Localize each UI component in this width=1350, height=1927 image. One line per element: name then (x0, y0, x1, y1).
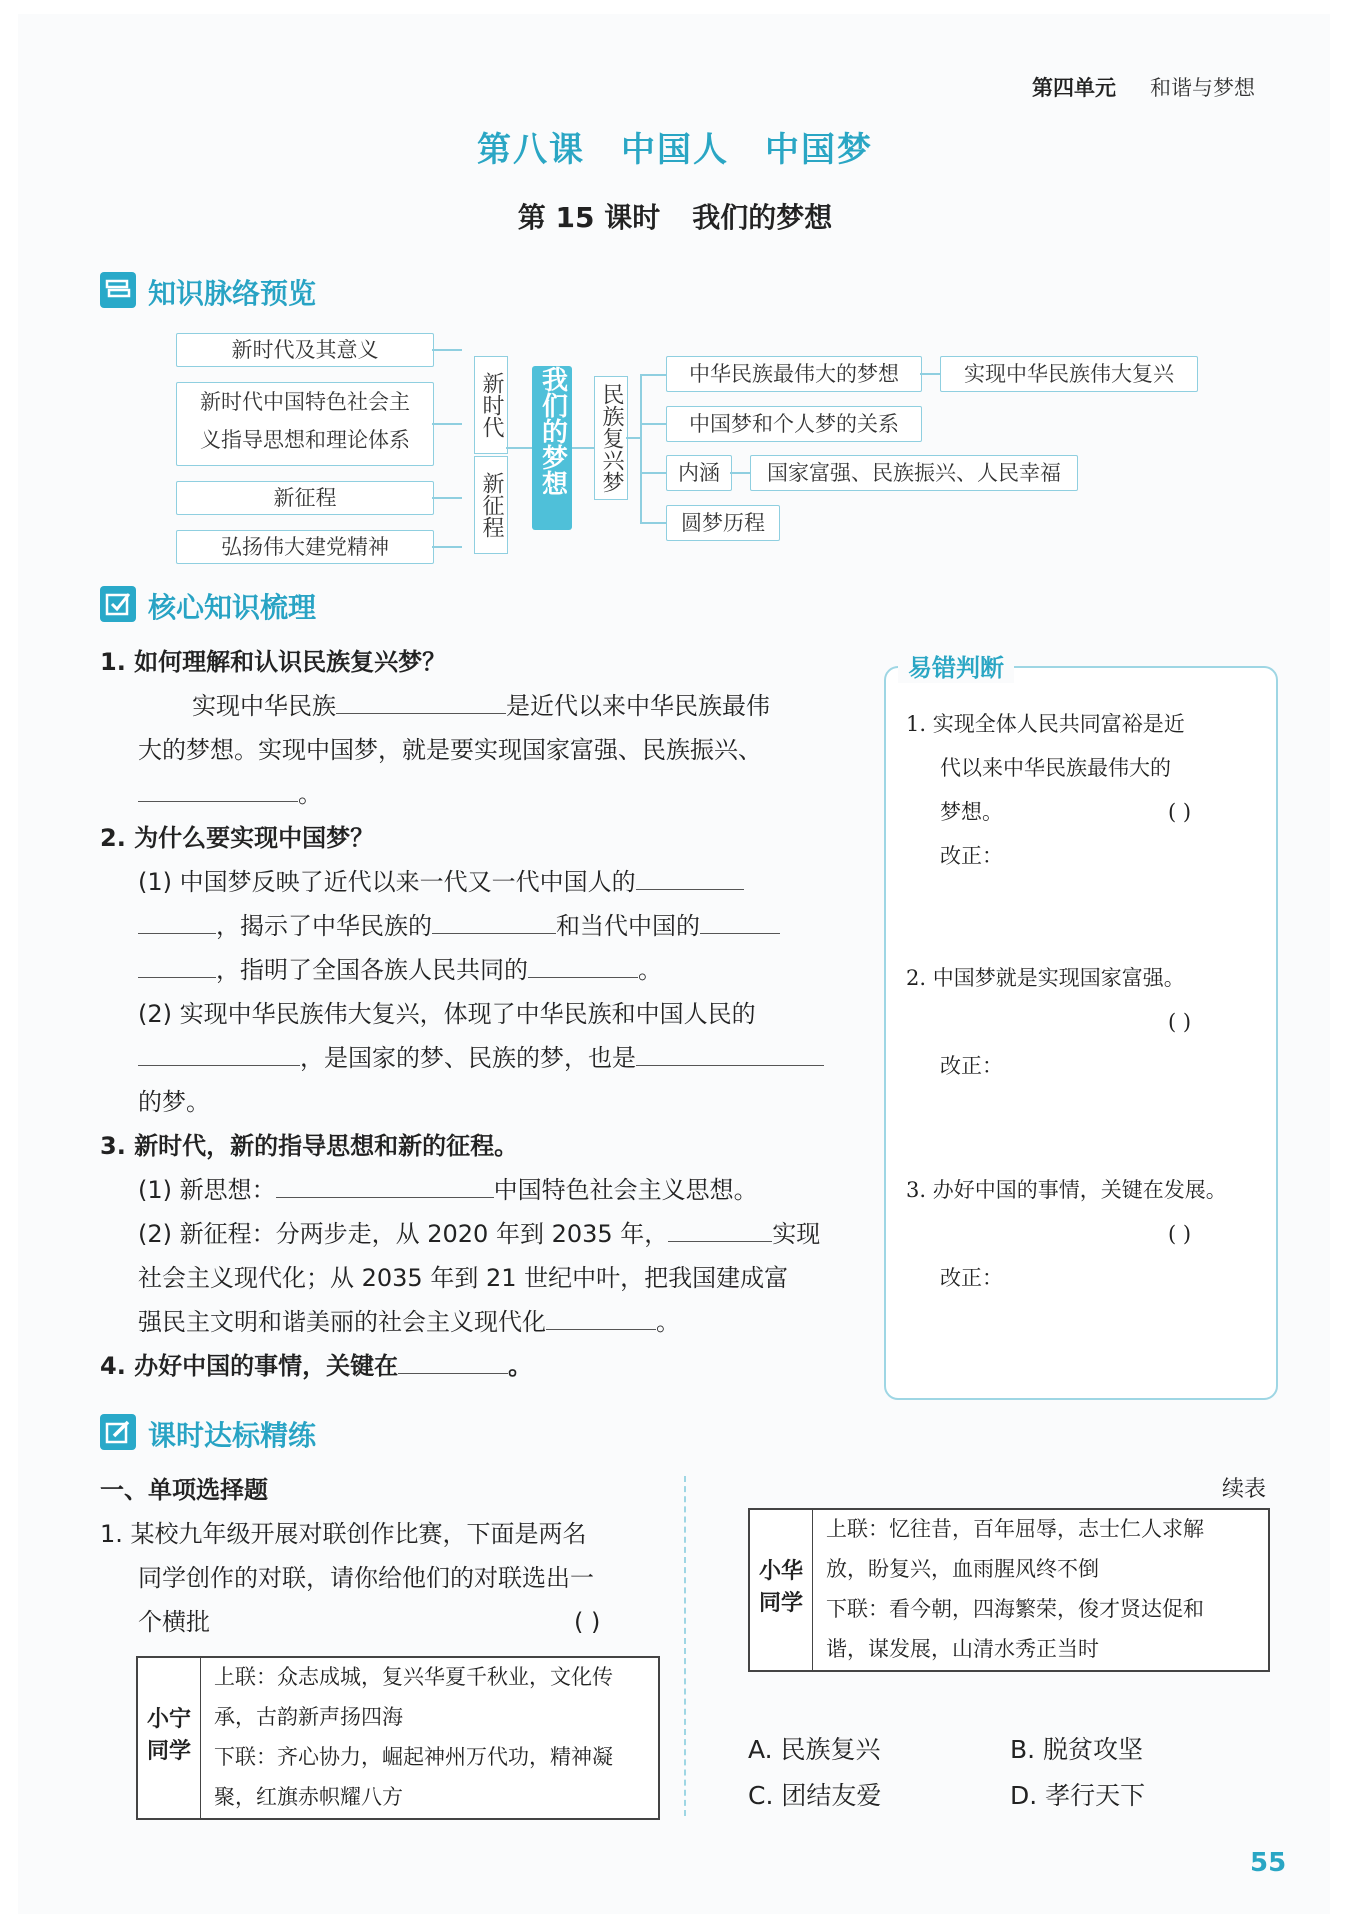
lesson-title-part2: 中国人 (621, 130, 729, 170)
column-divider (684, 1476, 686, 1816)
lesson-title-part3: 中国梦 (765, 130, 873, 170)
mindmap-right-item: 内涵 (666, 455, 732, 491)
answer-blank[interactable] (528, 949, 638, 978)
judge-3-fix: 改正： (940, 1266, 1003, 1290)
answer-blank[interactable] (546, 1301, 656, 1330)
judge-3-paren[interactable]: ( ) (1168, 1222, 1192, 1246)
couplet-author-2-l1: 小华 (758, 1559, 803, 1584)
question-1-line: 大的梦想。实现中国梦，就是要实现国家富强、民族振兴、 (138, 736, 762, 764)
q3-text: (1) 新思想： (138, 1176, 276, 1204)
mindmap-left-item (176, 382, 434, 466)
answer-blank[interactable] (138, 949, 216, 978)
question-4 (100, 1344, 532, 1388)
question-2-line (138, 1036, 824, 1080)
section-practice-label: 课时达标精练 (148, 1419, 317, 1452)
connector (506, 447, 532, 449)
q2-text: (1) 中国梦反映了近代以来一代又一代中国人的 (138, 868, 636, 896)
connector (640, 522, 666, 524)
answer-blank[interactable] (668, 1213, 772, 1242)
answer-blank[interactable] (700, 905, 780, 934)
session-title-part2: 我们的梦想 (692, 201, 833, 234)
exercise-q1-line: 1. 某校九年级开展对联创作比赛，下面是两名 (100, 1520, 587, 1548)
couplet-text: 上联：众志成城，复兴华夏千秋业，文化传 (214, 1665, 613, 1689)
couplet-author-1-l2: 同学 (146, 1739, 191, 1764)
question-2-line: 的梦。 (138, 1088, 210, 1116)
question-3-line: 社会主义现代化；从 2035 年到 21 世纪中叶，把我国建成富 (138, 1264, 789, 1292)
error-judgment-tag: 易错判断 (898, 648, 1014, 683)
question-1-line (138, 772, 322, 816)
page-number: 55 (1250, 1848, 1287, 1878)
exercise-q1-line: 个横批 (138, 1608, 210, 1636)
question-3-line (138, 1168, 758, 1212)
q2-text: ，揭示了中华民族的 (216, 912, 432, 940)
question-3-line (138, 1300, 680, 1344)
connector (432, 497, 462, 499)
connector (626, 437, 640, 439)
mindmap-left-item: 弘扬伟大建党精神 (176, 530, 434, 564)
mindmap-right-sub: 实现中华民族伟大复兴 (940, 356, 1198, 392)
mindmap-right-sub: 国家富强、民族振兴、人民幸福 (750, 455, 1078, 491)
lesson-title-part1: 第八课 (477, 130, 585, 170)
question-1-line (192, 684, 770, 728)
exercise-q1-line: 同学创作的对联，请你给他们的对联选出一 (138, 1564, 594, 1592)
judge-1-fix: 改正： (940, 844, 1003, 868)
pencil-icon (100, 1414, 136, 1450)
answer-blank[interactable] (636, 861, 744, 890)
answer-blank[interactable] (276, 1169, 494, 1198)
mindmap-revival-dream: 民族复兴梦 (594, 376, 628, 500)
mindmap-new-era: 新时代 (474, 356, 508, 454)
q2-text: 和当代中国的 (556, 912, 700, 940)
judge-1-line: 1. 实现全体人民共同富裕是近 (906, 712, 1185, 736)
unit-theme: 和谐与梦想 (1150, 76, 1255, 100)
section-overview-label: 知识脉络预览 (148, 277, 317, 310)
connector (432, 546, 462, 548)
connector (730, 472, 750, 474)
couplet-author-1-l1: 小宁 (146, 1707, 191, 1732)
option-a[interactable]: A. 民族复兴 (748, 1735, 881, 1764)
connector (640, 374, 666, 376)
mindmap-left-item-line2: 义指导思想和理论体系 (200, 428, 410, 452)
judge-1-line: 代以来中华民族最伟大的 (940, 756, 1171, 780)
judge-3-line: 3. 办好中国的事情，关键在发展。 (906, 1178, 1227, 1202)
judge-1-line: 梦想。 (940, 800, 1003, 824)
q1-text-a: 实现中华民族 (192, 692, 336, 720)
exercise-q1-paren[interactable]: ( ) (574, 1608, 601, 1636)
answer-blank[interactable] (336, 685, 506, 714)
connector (920, 373, 940, 375)
q4-text: 4. 办好中国的事情，关键在 (100, 1352, 399, 1380)
connector (640, 472, 666, 474)
q1-end: 。 (298, 780, 322, 808)
answer-blank[interactable] (138, 1037, 300, 1066)
mindmap-left-item-line1: 新时代中国特色社会主 (200, 390, 410, 414)
answer-blank[interactable] (398, 1345, 508, 1374)
question-2-title: 2. 为什么要实现中国梦？ (100, 824, 375, 852)
couplet-text: 放，盼复兴，血雨腥风终不倒 (826, 1557, 1099, 1581)
connector (432, 423, 462, 425)
session-title (0, 196, 1350, 236)
question-2-line (138, 904, 780, 948)
q3-text: 中国特色社会主义思想。 (493, 1176, 758, 1204)
judge-2-line: 2. 中国梦就是实现国家富强。 (906, 966, 1185, 990)
section-core-label: 核心知识梳理 (148, 591, 317, 624)
q3-text: 实现 (772, 1220, 821, 1248)
couplet-text: 聚，红旗赤帜耀八方 (214, 1785, 403, 1809)
mindmap-new-journey: 新征程 (474, 456, 508, 554)
answer-blank[interactable] (636, 1037, 824, 1066)
session-title-part1: 第 15 课时 (517, 201, 661, 234)
unit-label: 第四单元 (1032, 76, 1116, 100)
connector (640, 423, 666, 425)
question-2-line (138, 948, 662, 992)
couplet-author-1 (138, 1658, 201, 1818)
question-1-title: 1. 如何理解和认识民族复兴梦？ (100, 648, 447, 676)
couplet-author-2 (750, 1510, 813, 1670)
mindmap-core (532, 366, 572, 530)
couplet-text: 承，古韵新声扬四海 (214, 1705, 403, 1729)
q2-text: 。 (638, 956, 662, 984)
mindmap-right-item: 中华民族最伟大的梦想 (666, 356, 922, 392)
mindmap-right-item: 中国梦和个人梦的关系 (666, 406, 922, 442)
q3-text: (2) 新征程：分两步走，从 2020 年到 2035 年， (138, 1220, 669, 1248)
connector (432, 349, 462, 351)
question-3-line (138, 1212, 820, 1256)
answer-blank[interactable] (432, 905, 556, 934)
couplet-table-2 (748, 1508, 1270, 1672)
judge-1-paren[interactable]: ( ) (1168, 800, 1192, 824)
answer-blank[interactable] (138, 905, 216, 934)
couplet-text: 上联：忆往昔，百年屈辱，志士仁人求解 (826, 1517, 1204, 1541)
checklist-icon (100, 586, 136, 622)
judge-2-fix: 改正： (940, 1054, 1003, 1078)
connector (640, 374, 642, 524)
couplet-author-2-l2: 同学 (758, 1591, 803, 1616)
couplet-text: 下联：看今朝，四海繁荣，俊才贤达促和 (826, 1597, 1204, 1621)
q2-text: ，是国家的梦、民族的梦，也是 (300, 1044, 636, 1072)
mindmap-left-item: 新征程 (176, 481, 434, 515)
q4-end: 。 (508, 1352, 533, 1380)
q3-text: 。 (656, 1308, 680, 1336)
mindmap-left-item: 新时代及其意义 (176, 333, 434, 367)
option-d[interactable]: D. 孝行天下 (1010, 1781, 1146, 1810)
lesson-title (0, 122, 1350, 171)
mindmap-core-label: 我们的梦想 (537, 366, 568, 496)
q1-text-b: 是近代以来中华民族最伟 (506, 692, 770, 720)
option-b[interactable]: B. 脱贫攻坚 (1010, 1735, 1144, 1764)
question-2-line: (2) 实现中华民族伟大复兴，体现了中华民族和中国人民的 (138, 1000, 756, 1028)
answer-blank[interactable] (138, 773, 298, 802)
q2-text: ，指明了全国各族人民共同的 (216, 956, 528, 984)
option-c[interactable]: C. 团结友爱 (748, 1781, 882, 1810)
book-stack-icon (100, 272, 136, 308)
connector (572, 447, 594, 449)
q3-text: 强民主文明和谐美丽的社会主义现代化 (138, 1308, 546, 1336)
continued-label: 续表 (1222, 1477, 1267, 1502)
question-3-title: 3. 新时代，新的指导思想和新的征程。 (100, 1132, 519, 1160)
judge-2-paren[interactable]: ( ) (1168, 1010, 1192, 1034)
exercise-heading: 一、单项选择题 (100, 1476, 268, 1504)
question-2-line (138, 860, 744, 904)
couplet-text: 下联：齐心协力，崛起神州万代功，精神凝 (214, 1745, 613, 1769)
couplet-text: 谐，谋发展，山清水秀正当时 (826, 1637, 1099, 1661)
mindmap-right-item: 圆梦历程 (666, 505, 780, 541)
couplet-table-1 (136, 1656, 660, 1820)
